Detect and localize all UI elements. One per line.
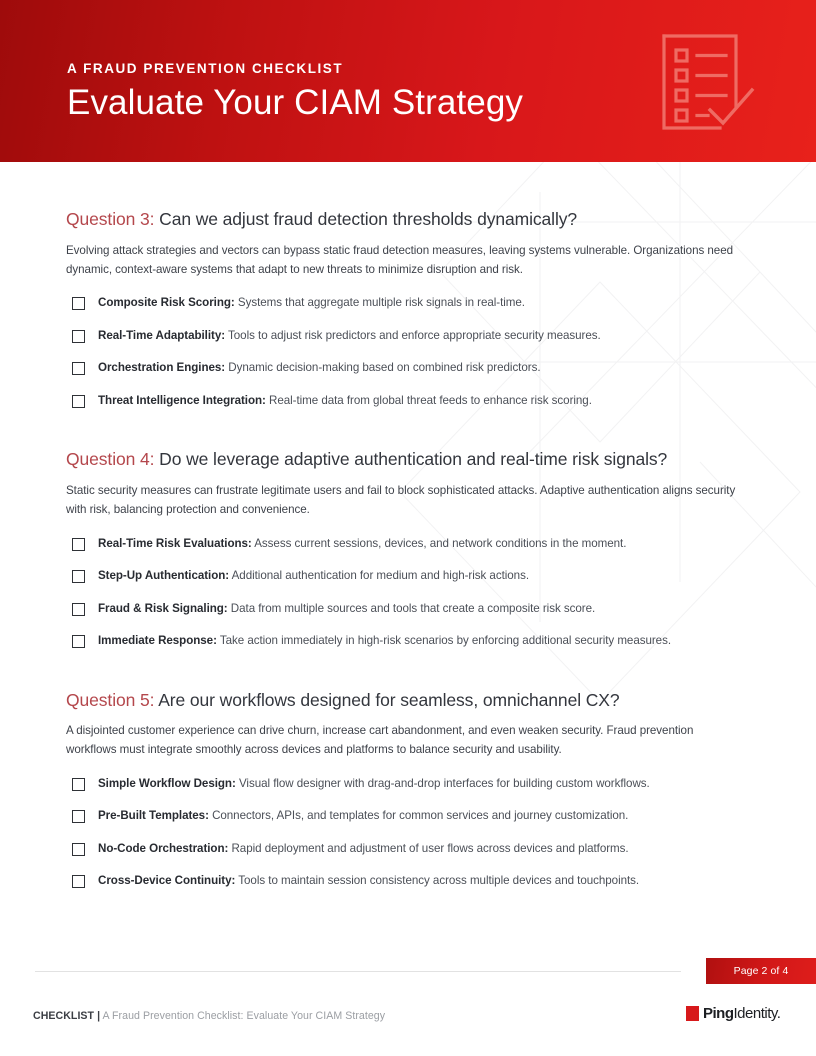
checklist-item-desc: Dynamic decision-making based on combined risk predictors. xyxy=(228,361,541,375)
logo-word-identity: Identity. xyxy=(733,1005,781,1022)
checkbox-icon[interactable] xyxy=(72,603,85,616)
checklist-item-term: Threat Intelligence Integration: xyxy=(98,393,266,407)
checklist-item-desc: Assess current sessions, devices, and network conditions in the moment. xyxy=(254,536,627,550)
checklist-item-term: Immediate Response: xyxy=(98,634,217,648)
checklist-item[interactable] xyxy=(66,569,750,583)
checklist-item-desc: Data from multiple sources and tools that create a composite risk score. xyxy=(230,601,596,615)
checklist-item-desc: Real-time data from global threat feeds to enhance risk scoring. xyxy=(269,393,592,407)
checkbox-icon[interactable] xyxy=(72,538,85,551)
checklist-3 xyxy=(66,296,750,408)
checklist-clipboard-check-icon xyxy=(648,28,766,138)
question-heading-4 xyxy=(66,448,750,471)
ping-logo-mark-icon xyxy=(686,1006,699,1021)
checkbox-icon[interactable] xyxy=(72,635,85,648)
question-label-5: Question 5: xyxy=(66,689,155,710)
question-section-5 xyxy=(0,689,816,889)
footer-separator: | xyxy=(97,1010,101,1022)
question-text-5: Are our workflows designed for seamless, omnichannel CX? xyxy=(158,689,620,710)
question-intro-4: Static security measures can frustrate legitimate users and fail to block sophisticated attacks. Adaptive authentication aligns security with risk, balancing protection and convenience. xyxy=(66,484,736,516)
section-spacer xyxy=(0,649,816,689)
checklist-item[interactable] xyxy=(66,842,750,856)
question-intro-5: A disjointed customer experience can drive churn, increase cart abandonment, and even weaken security. Fraud prevention workflows must integrate smoothly across devices and platforms to balance security and usability. xyxy=(66,724,694,757)
checklist-item-desc: Tools to adjust risk predictors and enforce appropriate security measures. xyxy=(228,328,601,342)
checklist-item-term: Orchestration Engines: xyxy=(98,361,226,375)
checklist-item-term: Simple Workflow Design: xyxy=(98,776,236,790)
checklist-item-desc: Rapid deployment and adjustment of user flows across devices and platforms. xyxy=(231,841,629,855)
question-section-3 xyxy=(0,162,816,408)
question-section-4 xyxy=(0,448,816,648)
checklist-item-term: Real-Time Risk Evaluations: xyxy=(98,536,252,550)
checklist-item-term: Step-Up Authentication: xyxy=(98,569,230,583)
checklist-item[interactable] xyxy=(66,602,750,616)
question-label-4: Question 4: xyxy=(66,449,155,470)
checkbox-icon[interactable] xyxy=(72,810,85,823)
checklist-item-text xyxy=(98,602,595,616)
header-eyebrow: A FRAUD PREVENTION CHECKLIST xyxy=(67,61,344,76)
checkbox-icon[interactable] xyxy=(72,570,85,583)
checkbox-icon[interactable] xyxy=(72,875,85,888)
checklist-item-text xyxy=(98,329,601,343)
checklist-item[interactable] xyxy=(66,329,750,343)
checklist-item-text xyxy=(98,537,626,551)
question-text-4: Do we leverage adaptive authentication and real-time risk signals? xyxy=(159,449,668,470)
checklist-item-text xyxy=(98,296,525,310)
question-label-3: Question 3: xyxy=(66,209,155,229)
checklist-item-desc: Visual flow designer with drag-and-drop interfaces for building custom workflows. xyxy=(238,776,650,790)
checklist-item[interactable] xyxy=(66,809,750,823)
checklist-item[interactable] xyxy=(66,634,750,648)
checklist-item-text xyxy=(98,809,628,823)
logo-word-ping: Ping xyxy=(703,1005,734,1022)
page-header-banner xyxy=(0,0,816,162)
checklist-item-desc: Connectors, APIs, and templates for common services and journey customization. xyxy=(212,809,629,823)
footer-divider xyxy=(35,971,681,972)
checklist-item-text xyxy=(98,361,541,375)
main-content xyxy=(0,162,816,889)
question-heading-3 xyxy=(66,208,750,231)
checklist-item[interactable] xyxy=(66,394,750,408)
checklist-item-term: Pre-Built Templates: xyxy=(98,809,209,823)
checklist-item[interactable] xyxy=(66,537,750,551)
checklist-item[interactable] xyxy=(66,777,750,791)
page-number-badge: Page 2 of 4 xyxy=(706,958,816,984)
footer-doc-type: CHECKLIST xyxy=(33,1010,95,1022)
checklist-item-text xyxy=(98,874,639,888)
question-intro-3: Evolving attack strategies and vectors can bypass static fraud detection measures, leaving systems vulnerable. Organizations need dynamic, context-aware systems that adapt to new threats to minimize disruption and risk. xyxy=(66,243,733,276)
question-text-3: Can we adjust fraud detection thresholds dynamically? xyxy=(159,209,578,229)
checklist-item-term: No-Code Orchestration: xyxy=(98,841,229,855)
checklist-item-desc: Tools to maintain session consistency across multiple devices and touchpoints. xyxy=(238,874,640,888)
section-spacer xyxy=(0,408,816,448)
checklist-item-text xyxy=(98,777,650,791)
checklist-item-term: Real-Time Adaptability: xyxy=(98,328,226,342)
ping-logo-wordmark xyxy=(703,1006,780,1021)
checklist-item-desc: Take action immediately in high-risk scenarios by enforcing additional security measures. xyxy=(219,634,671,648)
checklist-item-term: Fraud & Risk Signaling: xyxy=(98,601,228,615)
checkbox-icon[interactable] xyxy=(72,297,85,310)
checklist-item[interactable] xyxy=(66,361,750,375)
checklist-item-term: Cross-Device Continuity: xyxy=(98,874,236,888)
checkbox-icon[interactable] xyxy=(72,778,85,791)
checkbox-icon[interactable] xyxy=(72,362,85,375)
checklist-item-text xyxy=(98,634,671,648)
checklist-item-term: Composite Risk Scoring: xyxy=(98,296,235,310)
checklist-4 xyxy=(66,537,750,649)
footer-document-label xyxy=(33,1010,385,1022)
page-title: Evaluate Your CIAM Strategy xyxy=(67,82,524,122)
checklist-item[interactable] xyxy=(66,296,750,310)
checklist-5 xyxy=(66,777,750,889)
footer-doc-title: A Fraud Prevention Checklist: Evaluate Your CIAM Strategy xyxy=(102,1010,386,1022)
checklist-item-text xyxy=(98,394,592,408)
checklist-item-text xyxy=(98,842,629,856)
checklist-item[interactable] xyxy=(66,874,750,888)
header-text-block xyxy=(67,62,523,122)
question-heading-5 xyxy=(66,689,750,712)
checkbox-icon[interactable] xyxy=(72,330,85,343)
checklist-item-text xyxy=(98,569,529,583)
checkbox-icon[interactable] xyxy=(72,843,85,856)
ping-identity-logo xyxy=(686,1006,780,1021)
checkbox-icon[interactable] xyxy=(72,395,85,408)
checklist-item-desc: Systems that aggregate multiple risk signals in real-time. xyxy=(237,296,525,310)
checklist-item-desc: Additional authentication for medium and high-risk actions. xyxy=(231,569,529,583)
